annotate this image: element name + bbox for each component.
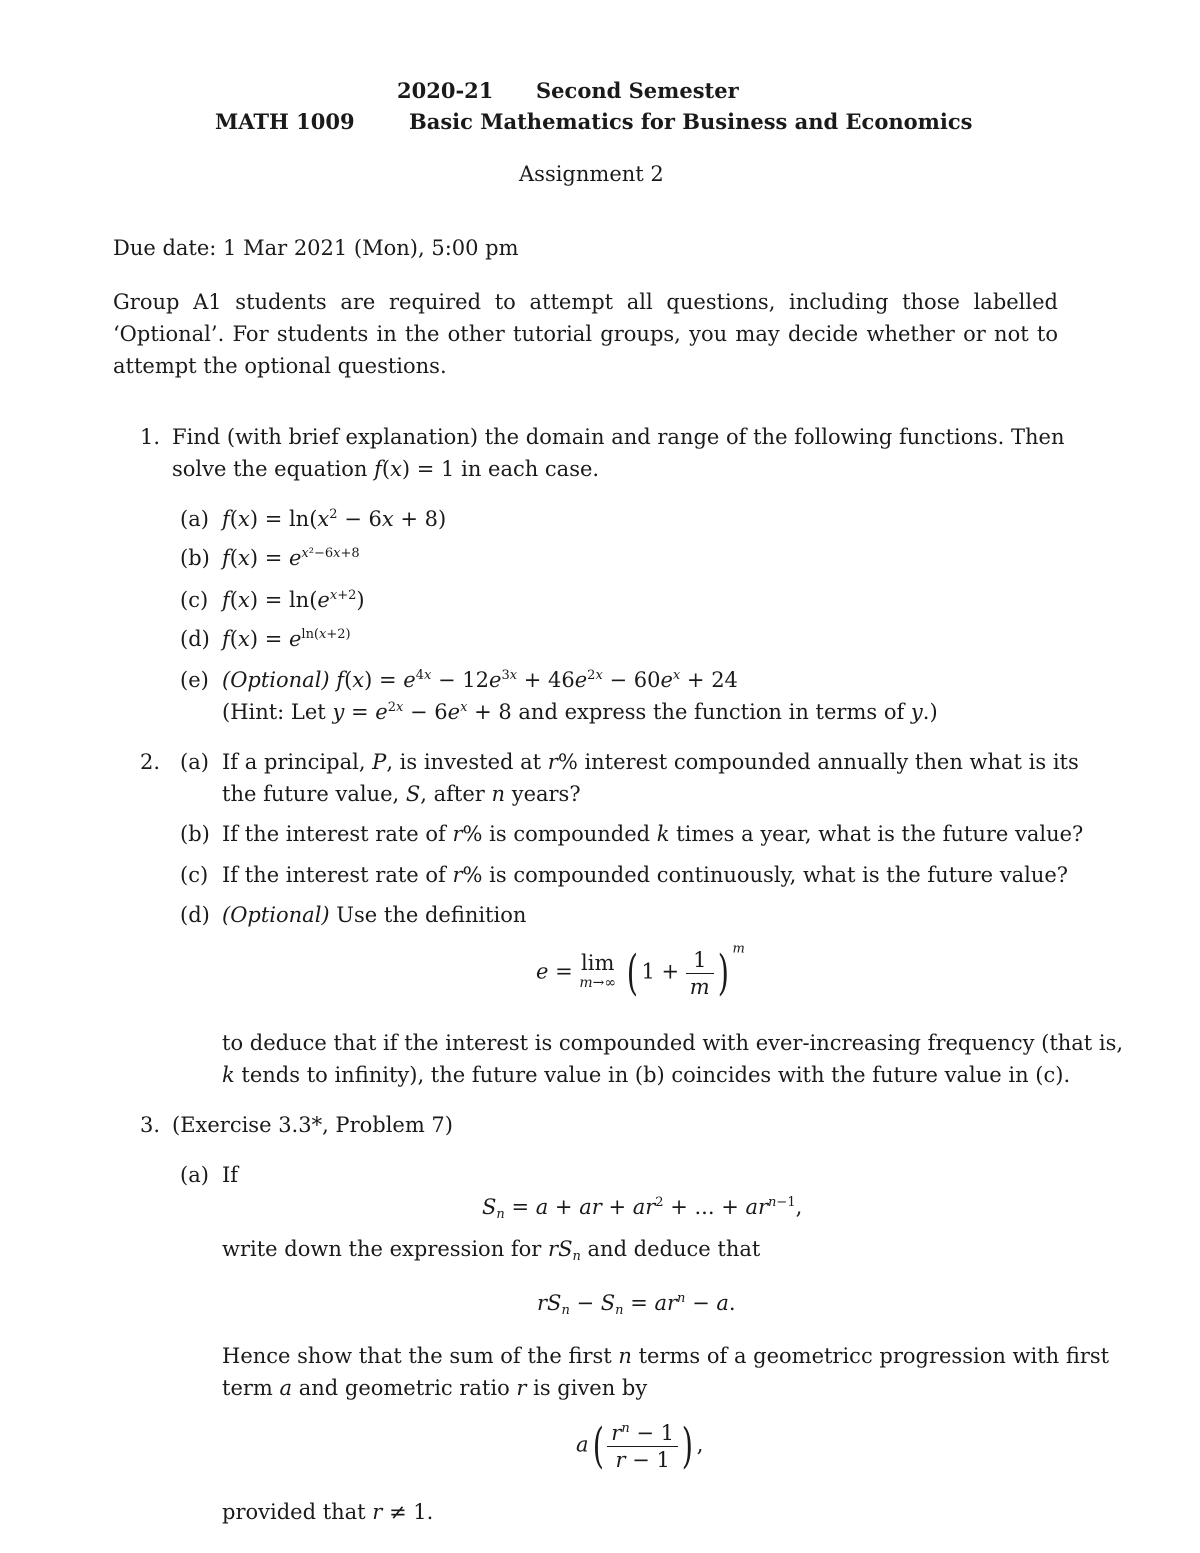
q1e-expr: (Optional) $f(x) = e^{4x} - 12e^{3x} + 46e^{2x} - 60e^x + 24$ bbox=[222, 668, 738, 692]
q2d-after-line1: to deduce that if the interest is compounded with ever-increasing frequency (that is, bbox=[222, 1031, 1124, 1055]
q2-number: 2. bbox=[140, 750, 161, 774]
q1c-expr: $f(x) = \ln(e^{x+2})$ bbox=[222, 588, 365, 612]
q1-number: 1. bbox=[140, 425, 161, 449]
instructions: Group A1 students are required to attempt all questions, including those labelled ‘Optional’. For students in the other tutorial groups, you may decide whether or not to attempt the optional questions. bbox=[113, 290, 1058, 378]
q2d-text bbox=[222, 903, 526, 927]
q2b-text: If the interest rate of r% is compounded k times a year, what is the future value? bbox=[222, 822, 1084, 846]
assignment-title: Assignment 2 bbox=[519, 162, 664, 186]
q2d-after-line2: k tends to infinity), the future value in (b) coincides with the future value in (c). bbox=[222, 1063, 1071, 1087]
q3a-label: (a) bbox=[180, 1163, 209, 1187]
q2a-line2: the future value, S, after n years? bbox=[222, 782, 581, 806]
q3-sum-formula: a( $\frac{r^n - 1}{r - 1}$ ) , bbox=[576, 1418, 704, 1474]
q2a-line1: If a principal, P, is invested at r% interest compounded annually then what is its bbox=[222, 750, 1079, 774]
q3-title: (Exercise 3.3*, Problem 7) bbox=[172, 1113, 453, 1137]
q1b-expr: $f(x) = e^{x^2-6x+8}$ bbox=[222, 546, 360, 570]
course-code: MATH 1009 bbox=[215, 109, 355, 134]
q2b-label: (b) bbox=[180, 822, 210, 846]
q1-text-line1: Find (with brief explanation) the domain and range of the following functions. Then bbox=[172, 425, 1065, 449]
q1a-expr: $f(x) = \ln(x^2 - 6x + 8)$ bbox=[222, 507, 447, 531]
q3a-if: If bbox=[222, 1163, 239, 1187]
q1c-label: (c) bbox=[180, 588, 209, 612]
q1b-label: (b) bbox=[180, 546, 210, 570]
q2d-text-body: Use the definition bbox=[336, 903, 527, 927]
q2c-text: If the interest rate of r% is compounded continuously, what is the future value? bbox=[222, 863, 1069, 887]
q3-provided: provided that r ≠ 1. bbox=[222, 1500, 434, 1524]
q1-text-line2: solve the equation f(x) = 1 in each case. bbox=[172, 457, 600, 481]
course-title: Basic Mathematics for Business and Economics bbox=[409, 109, 973, 134]
q1e-optional: (Optional) bbox=[222, 668, 330, 692]
semester: Second Semester bbox=[536, 78, 739, 103]
q3-write-text: write down the expression for $rS_n$ and deduce that bbox=[222, 1237, 761, 1264]
q2d-label: (d) bbox=[180, 903, 210, 927]
q3-diff-formula: $rS_n - S_n = ar^n - a$. bbox=[537, 1291, 736, 1318]
due-date: Due date: 1 Mar 2021 (Mon), 5:00 pm bbox=[113, 236, 519, 260]
q1e-hint: (Hint: Let $y = e^{2x} - 6e^x + 8$ and express the function in terms of y.) bbox=[222, 700, 938, 724]
q2d-formula: e = lim m→∞ ( 1 + $\frac{1}{m}$ ) $^m$ bbox=[536, 941, 745, 1001]
year: 2020-21 bbox=[397, 78, 494, 103]
q3-sn-formula: $S_n = a$ + ar + $ar^2$ + ... + $ar^{n-1}$, bbox=[482, 1195, 803, 1222]
q3-hence-line2: term a and geometric ratio r is given by bbox=[222, 1376, 648, 1400]
q1a-label: (a) bbox=[180, 507, 209, 531]
q2a-label: (a) bbox=[180, 750, 209, 774]
q2c-label: (c) bbox=[180, 863, 209, 887]
q1d-label: (d) bbox=[180, 627, 210, 651]
q1e-label: (e) bbox=[180, 668, 209, 692]
q3-number: 3. bbox=[140, 1113, 161, 1137]
q2d-optional: (Optional) bbox=[222, 903, 330, 927]
q1d-expr: $f(x) = e^{ln(x+2)}$ bbox=[222, 627, 351, 651]
q3-hence-line1: Hence show that the sum of the first n terms of a geometricc progression with first bbox=[222, 1344, 1110, 1368]
